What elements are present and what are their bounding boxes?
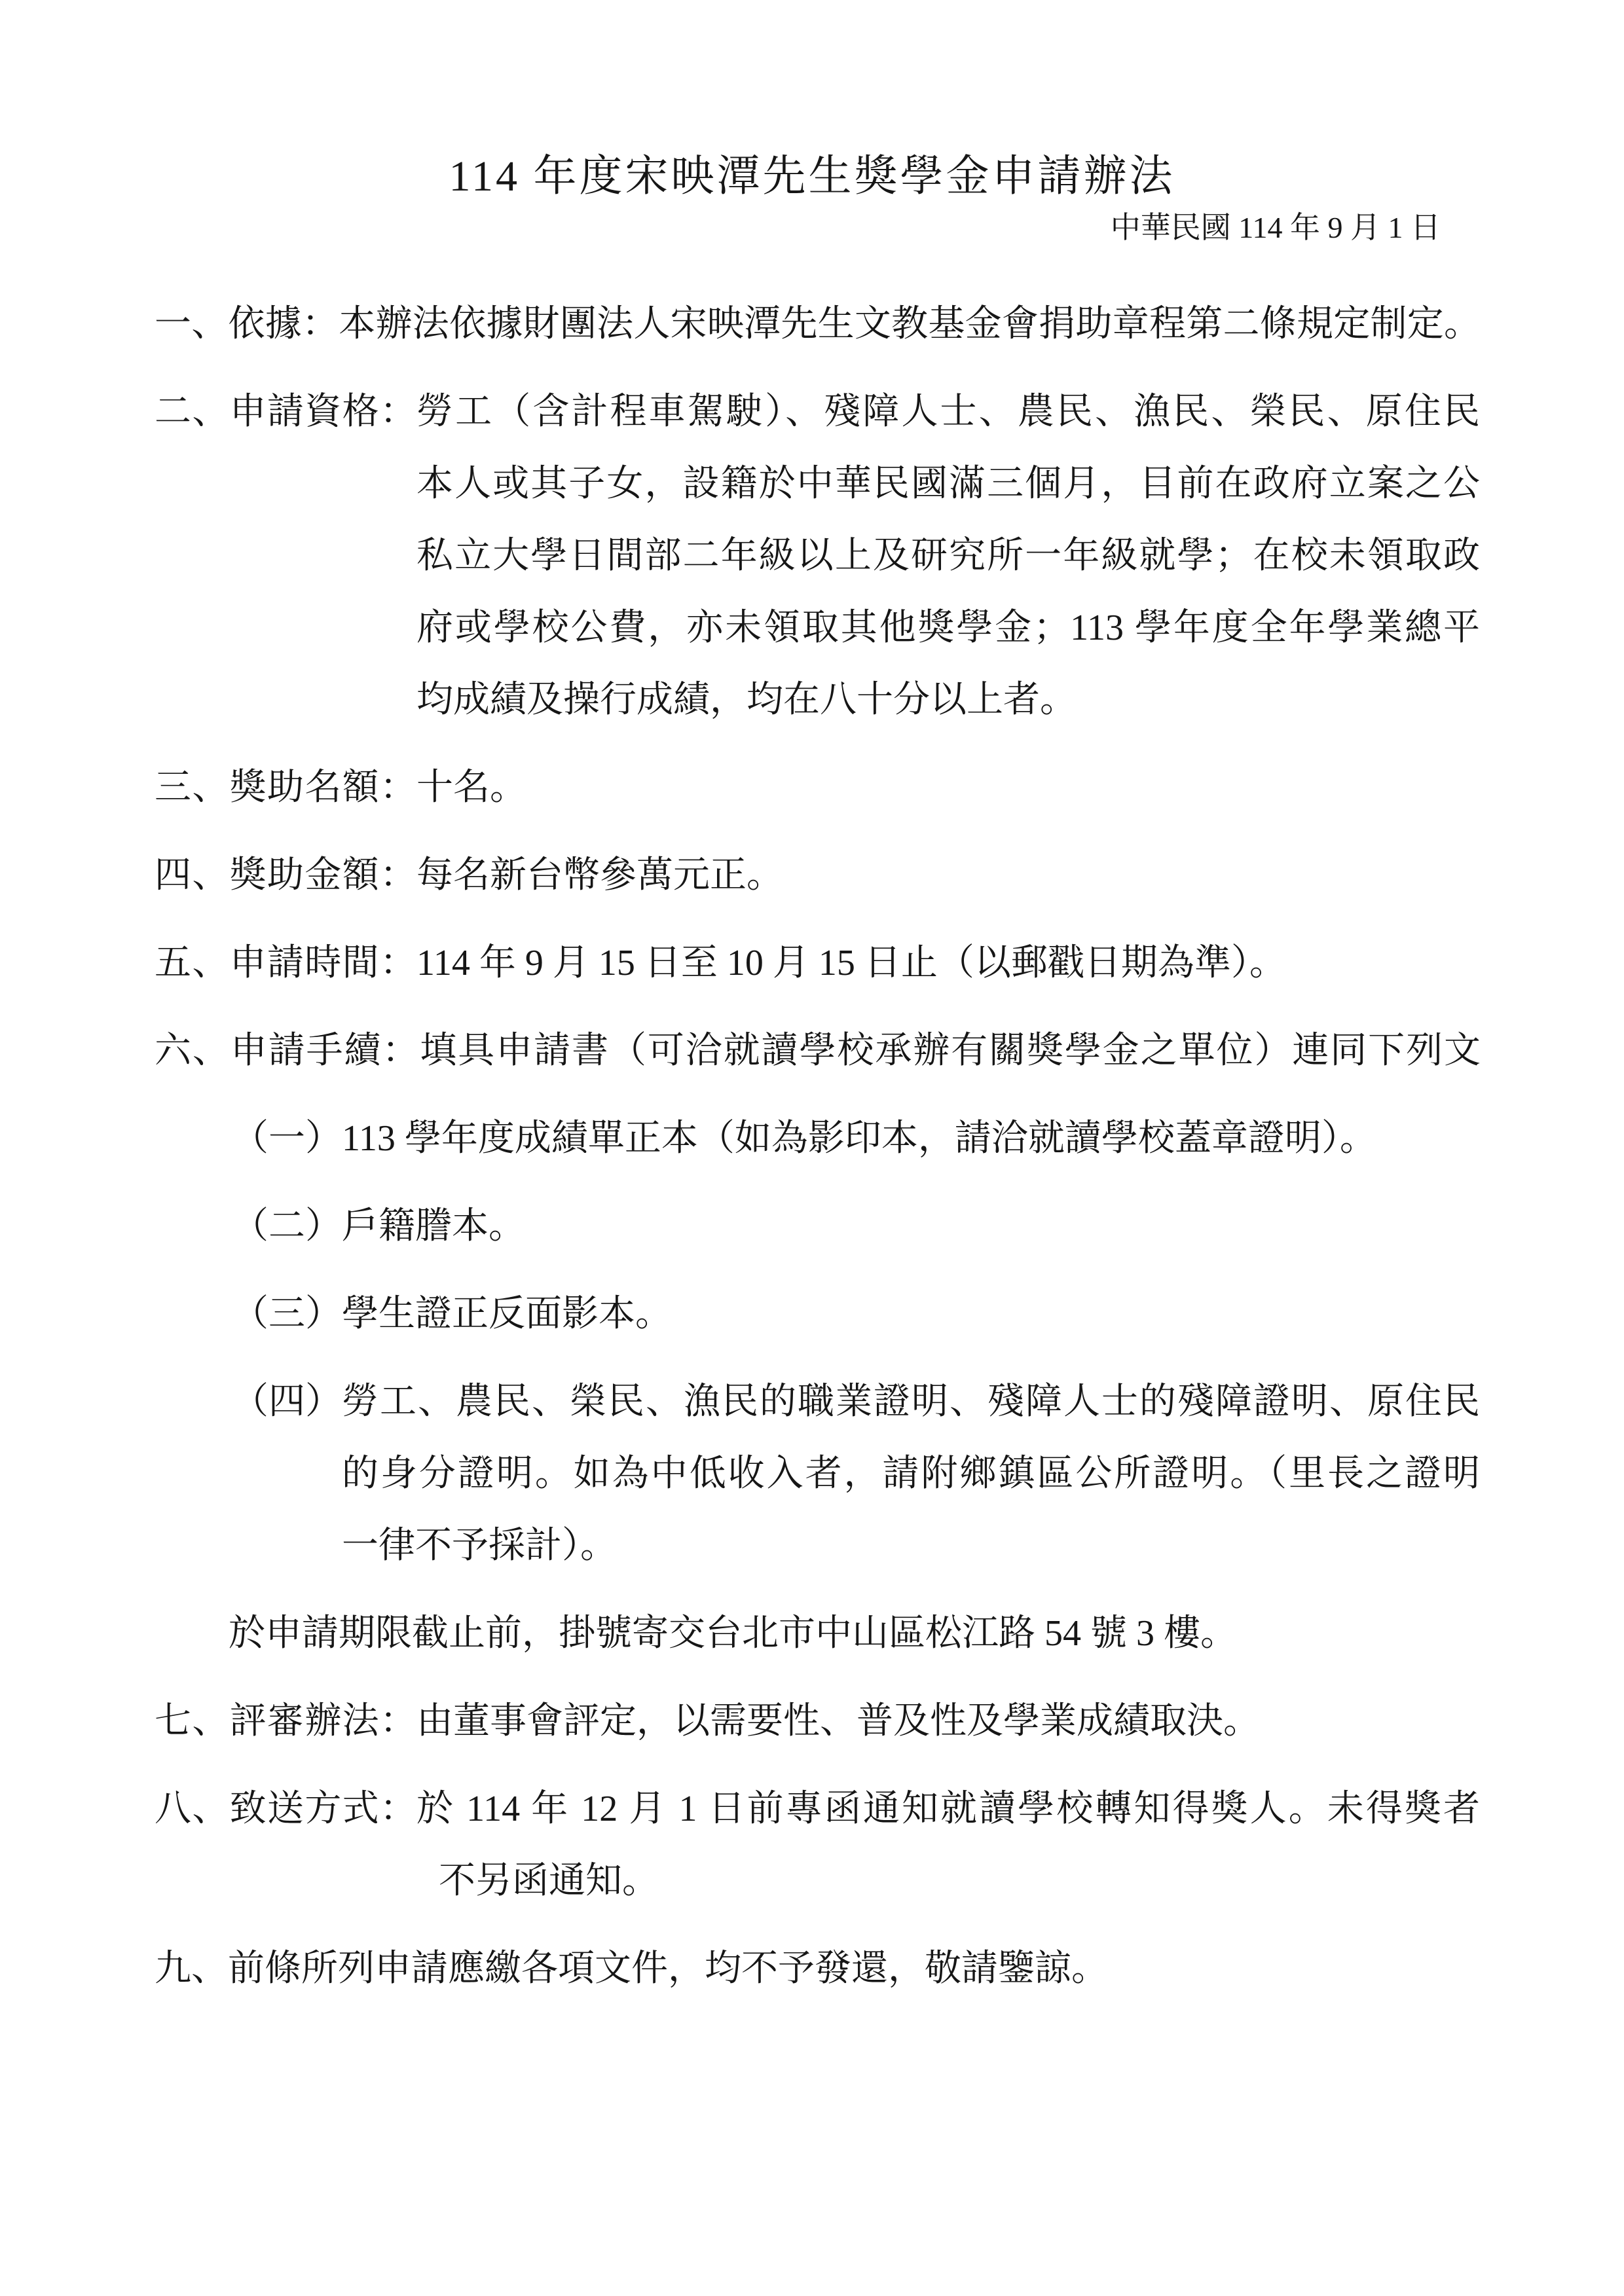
document-title: 114 年度宋映潭先生獎學金申請辦法 <box>449 153 1175 200</box>
article-9-text: 前條所列申請應繳各項文件，均不予發還，敬請鑒諒。 <box>228 1948 1108 1989</box>
required-document-3-text <box>342 1278 1480 1350</box>
article-2-line: 勞工（含計程車駕駛）、殘障人士、農民、漁民、榮民、原住民 <box>416 392 1480 432</box>
article-8-label: 八、致送方式： <box>155 1789 416 1829</box>
document-date: 中華民國 114 年 9 月 1 日 <box>1110 211 1441 244</box>
article-7 <box>155 1685 1480 1757</box>
article-8-line: 於 114 年 12 月 1 日前專函通知就讀學校轉知得獎人。未得獎者 <box>416 1789 1480 1829</box>
article-3-line: 十名。 <box>416 767 526 808</box>
required-document-4-line: 勞工、農民、榮民、漁民的職業證明、殘障人士的殘障證明、原住民 <box>342 1381 1480 1422</box>
required-document-3-line: 學生證正反面影本。 <box>342 1294 672 1334</box>
article-2-line: 私立大學日間部二年級以上及研究所一年級就學；在校未領取政 <box>416 536 1480 576</box>
required-document-3-label: （三） <box>232 1294 342 1334</box>
required-document-4-line: 一律不予採計）。 <box>342 1525 617 1566</box>
article-3-text <box>416 752 1480 824</box>
required-document-1-line: 113 學年度成績單正本（如為影印本，請洽就讀學校蓋章證明）。 <box>342 1118 1376 1159</box>
required-document-4-line: 的身分證明。如為中低收入者，請附鄉鎮區公所證明。（里長之證明 <box>342 1453 1480 1494</box>
required-document-2-line: 戶籍謄本。 <box>342 1206 525 1247</box>
article-6-label: 六、申請手續： <box>155 1030 420 1071</box>
mailing-instruction: 於申請期限截止前，掛號寄交台北市中山區松江路 54 號 3 樓。 <box>229 1613 1237 1654</box>
article-8-text <box>416 1773 1480 1917</box>
article-8-line: 不另函通知。 <box>439 1861 659 1901</box>
required-document-1-label: （一） <box>232 1118 342 1159</box>
article-5-line: 114 年 9 月 15 日至 10 月 15 日止（以郵戳日期為準）。 <box>416 943 1286 983</box>
required-document-1 <box>155 1102 1480 1175</box>
article-5 <box>155 927 1480 999</box>
article-6-text: 填具申請書（可洽就讀學校承辦有關獎學金之單位）連同下列文 <box>420 1030 1480 1071</box>
article-4 <box>155 839 1480 911</box>
article-4-label: 四、獎助金額： <box>155 855 416 896</box>
article-8 <box>155 1773 1480 1917</box>
required-document-4-text <box>342 1366 1480 1582</box>
article-5-label: 五、申請時間： <box>155 943 416 983</box>
article-7-label: 七、評審辦法： <box>155 1701 416 1741</box>
article-1 <box>155 288 1480 360</box>
article-2 <box>155 376 1480 736</box>
article-7-text <box>416 1685 1480 1757</box>
article-9 <box>155 1933 1480 2005</box>
required-document-4-label: （四） <box>232 1381 342 1422</box>
article-4-line: 每名新台幣參萬元正。 <box>416 855 783 896</box>
article-1-text: 本辦法依據財團法人宋映潭先生文教基金會捐助章程第二條規定制定。 <box>339 304 1480 344</box>
article-2-line: 府或學校公費，亦未領取其他獎學金；113 學年度全年學業總平 <box>416 608 1480 648</box>
article-3-label: 三、獎助名額： <box>155 767 416 808</box>
document-body <box>155 288 1480 2005</box>
article-9-label: 九、 <box>155 1948 228 1989</box>
article-7-line: 由董事會評定，以需要性、普及性及學業成績取決。 <box>416 1701 1260 1741</box>
article-6 <box>155 1015 1480 1087</box>
required-document-2-text <box>342 1190 1480 1262</box>
required-document-2-label: （二） <box>232 1206 342 1247</box>
required-document-2 <box>155 1190 1480 1262</box>
required-document-1-text <box>342 1102 1480 1175</box>
article-2-line: 本人或其子女，設籍於中華民國滿三個月，目前在政府立案之公 <box>416 464 1480 504</box>
article-5-text <box>416 927 1480 999</box>
required-document-4 <box>155 1366 1480 1582</box>
article-1-label: 一、依據： <box>155 304 339 344</box>
article-2-label: 二、申請資格： <box>155 392 416 432</box>
article-4-text <box>416 839 1480 911</box>
article-2-text <box>416 376 1480 736</box>
required-document-3 <box>155 1278 1480 1350</box>
article-3 <box>155 752 1480 824</box>
article-2-line: 均成績及操行成績，均在八十分以上者。 <box>416 680 1077 720</box>
